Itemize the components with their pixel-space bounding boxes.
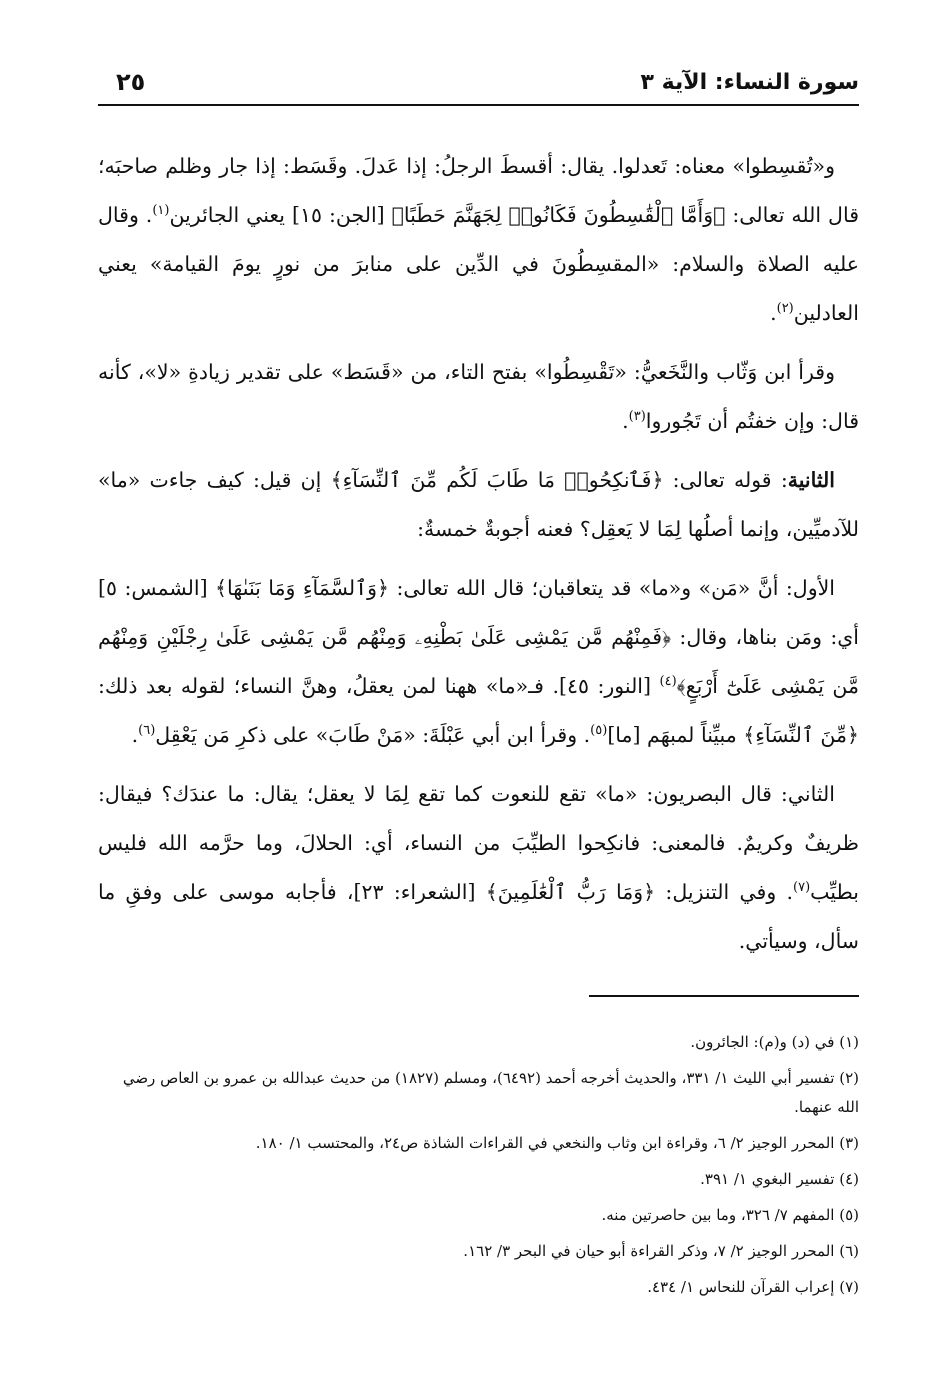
footnote — [98, 1273, 859, 1302]
footnote-number: (٥) — [839, 1206, 859, 1224]
surah-title: سورة النساء: الآية ٣ — [640, 70, 859, 95]
footnotes — [98, 1028, 859, 1309]
footnote-ref: (١) — [152, 203, 170, 219]
footnote — [98, 1237, 859, 1266]
page-header — [98, 60, 859, 106]
footnote-ref: (٢) — [776, 301, 794, 317]
footnote-text: تفسير البغوي ١/ ٣٩١. — [700, 1170, 835, 1188]
paragraph — [98, 348, 859, 446]
footnote-text: المفهم ٧/ ٣٢٦، وما بين حاصرتين منه. — [601, 1206, 835, 1224]
paragraph-text: و«تُقسِطوا» معناه: تَعدلوا. يقال: أقسطَ الرجلُ: إذا عَدلَ. وقَسَط: إذا جار وظلم صاحبَه؛ قال الله تعالى: ﴿وَأَمَّا ٱلْقَٰسِطُونَ فَكَانُوا۟ لِجَهَنَّمَ حَطَبًا﴾ [الجن: ١٥] يعني الجائرين — [98, 154, 859, 227]
footnote-text: تفسير أبي الليث ١/ ٣٣١، والحديث أخرجه أحمد (٦٤٩٢)، ومسلم (١٨٢٧) من حديث عبدالله بن عمرو بن العاص رضي الله عنهما. — [122, 1069, 859, 1116]
footnote-ref: (٦) — [138, 723, 156, 739]
paragraph-text: . وفي التنزيل: ﴿وَمَا رَبُّ ٱلْعَٰلَمِينَ﴾ [الشعراء: ٢٣]، فأجابه موسى على وفقِ ما سأل، وسيأتي. — [98, 880, 859, 953]
footnote — [98, 1165, 859, 1194]
paragraph-text: الأول: أنَّ «مَن» و«ما» قد يتعاقبان؛ قال الله تعالى: ﴿وَٱلسَّمَآءِ وَمَا بَنَىٰهَا﴾ [الشمس: ٥] أي: ومَن بناها، وقال: ﴿فَمِنْهُم مَّن يَمْشِى عَلَىٰ بَطْنِهِۦ وَمِنْهُم مَّن يَمْشِى عَلَىٰ رِجْلَيْنِ وَمِنْهُم مَّن يَمْشِى عَلَىٰٓ أَرْبَعٍ﴾ — [98, 576, 860, 698]
footnote — [98, 1064, 859, 1122]
footnote-divider — [589, 995, 859, 997]
paragraph — [98, 456, 859, 554]
footnote-ref: (٤) — [659, 674, 677, 690]
footnote — [98, 1201, 859, 1230]
header-divider — [98, 104, 859, 106]
footnote-number: (٢) — [839, 1069, 859, 1087]
footnote-number: (٤) — [839, 1170, 859, 1188]
footnote-number: (٧) — [839, 1278, 859, 1296]
paragraph-text: . وقال عليه الصلاة والسلام: «المقسِطُونَ في الدِّين على منابرَ من نورٍ يومَ القيامة» يعني العادلين — [98, 203, 859, 325]
paragraph — [98, 564, 859, 760]
paragraph-text: . وقرأ ابن أبي عَبْلَةَ: «مَنْ طَابَ» على ذكرِ مَن يَعْقِل — [155, 723, 591, 747]
paragraph-text: . — [131, 723, 139, 747]
paragraph-text: وقرأ ابن وَثّاب والنَّخَعيُّ: «تَقْسِطُوا» بفتح التاء، من «قَسَط» على تقدير زيادةِ «لا»، كأنه قال: وإن خفتُم أن تَجُوروا — [98, 360, 859, 433]
page-number: ٢٥ — [116, 68, 146, 96]
footnote-text: في (د) و(م): الجائرون. — [690, 1033, 835, 1051]
footnote-number: (٣) — [839, 1134, 859, 1152]
footnote-ref: (٧) — [793, 880, 811, 896]
main-text — [98, 142, 859, 976]
footnote — [98, 1028, 859, 1057]
paragraph-text: [النور: ٤٥]. فـ«ما» ههنا لمن يعقلُ، وهنَّ النساء؛ لقوله بعد ذلك: ﴿مِّنَ ٱلنِّسَآءِ﴾ مبيِّناً لمبهَم [ما] — [98, 674, 859, 747]
footnote-ref: (٥) — [590, 723, 608, 739]
footnote — [98, 1129, 859, 1158]
footnote-ref: (٣) — [628, 409, 646, 425]
section-label: الثانية — [787, 468, 835, 492]
footnote-text: المحرر الوجيز ٢/ ٧، وذكر القراءة أبو حيان في البحر ٣/ ١٦٢. — [463, 1242, 835, 1260]
paragraph-text: الثاني: قال البصريون: «ما» تقع للنعوت كما تقع لِمَا لا يعقل؛ يقال: ما عندَك؟ فيقال: ظريفٌ وكريمٌ. فالمعنى: فانكِحوا الطيِّبَ من النساء، أي: الحلالَ، وما حرَّمه الله فليس بطيِّب — [98, 782, 859, 904]
footnote-text: المحرر الوجيز ٢/ ٦، وقراءة ابن وثاب والنخعي في القراءات الشاذة ص٢٤، والمحتسب ١/ ١٨٠. — [255, 1134, 835, 1152]
paragraph — [98, 142, 859, 338]
paragraph-text: . — [770, 301, 777, 325]
footnote-number: (١) — [839, 1033, 859, 1051]
footnote-number: (٦) — [839, 1242, 859, 1260]
paragraph — [98, 770, 859, 966]
paragraph-text: : قوله تعالى: ﴿فَٱنكِحُوا۟ مَا طَابَ لَكُم مِّنَ ٱلنِّسَآءِ﴾ إن قيل: كيف جاءت «ما» للآدميِّين، وإنما أصلُها لِمَا لا يَعقِل؟ فعنه أجوبةٌ خمسةٌ: — [98, 468, 859, 541]
paragraph-text: . — [622, 409, 629, 433]
footnote-text: إعراب القرآن للنحاس ١/ ٤٣٤. — [647, 1278, 835, 1296]
